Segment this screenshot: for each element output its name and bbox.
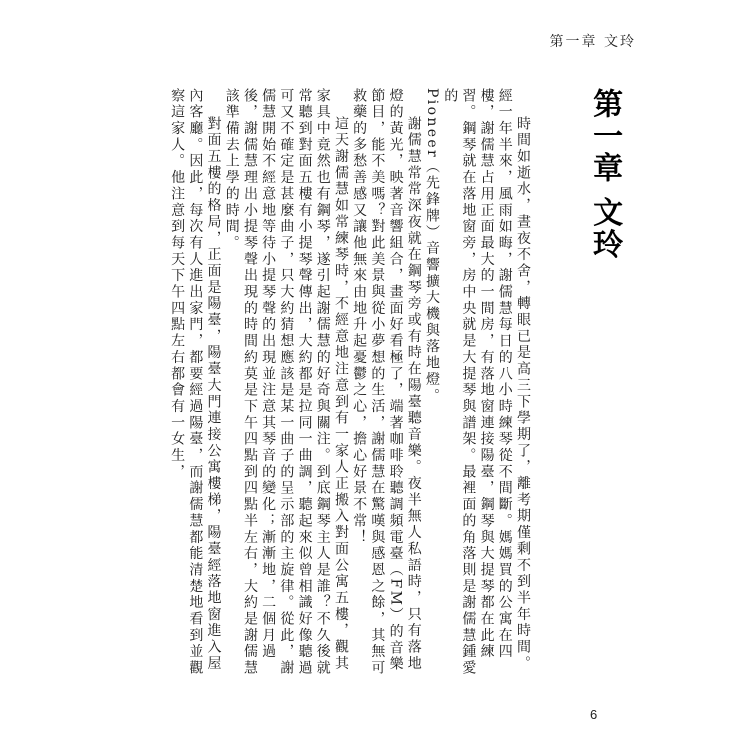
running-header: 第一章 文玲	[549, 34, 636, 50]
paragraph: 對面五樓的格局，正面是陽臺，陽臺大門連接公寓樓梯，陽臺經落地窗進入屋內客廳。因此，每次有人進出家門，都要經過陽臺，而謝儒慧都能清楚地看到並觀察這家人。他注意到每天下午四點左右都會有一女生，	[169, 88, 222, 677]
page-number: 6	[590, 707, 598, 722]
paragraph: 時間如逝水，晝夜不舍，轉眼已是高三下學期了，離考期僅剩不到半年時間。經一年半來，風雨如晦，謝儒慧每日的八小時練琴從不間斷。媽媽買的公寓在四樓，謝儒慧占用正面最大的一間房，有落地窗連接陽臺，鋼琴與大提琴都在此練習。鋼琴就在落地窗旁，房中央就是大提琴與譜架。最裡面的角落則是謝儒慧鍾愛的	[442, 88, 531, 677]
paragraph: Pioneer（先鋒牌）音響擴大機與落地燈。	[423, 88, 440, 405]
chapter-title: 第一章 文玲	[587, 88, 623, 261]
paragraph: 這天謝儒慧如常練琴時，不經意地注意到有一家人正搬入對面公寓五樓，觀其家具中竟然也有鋼琴，遂引起謝儒慧的好奇與關注。到底鋼琴主人是誰？不久後就常聽到對面五樓有小提琴聲傳出，大約都是拉同一曲調，聽起來似曾相識好像聽過可又不確定是甚麼曲子，只大約猜想應該是某一曲子的呈示部的主旋律。從此，謝儒慧開始不經意地等待小提琴聲的出現並注意其琴音的變化；漸漸地，二個月過後，謝儒慧理出小提琴聲出現的時間約莫是下午四點到四點半左右，大約是謝儒慧該準備去上學的時間。	[223, 88, 349, 677]
paragraph: 謝儒慧常常深夜就在鋼琴旁或有時在陽臺聽音樂。夜半無人私語時，只有落地燈的黃光，映著音響組合，畫面好看極了，端著咖啡聆聽調頻電臺（FM）的音樂節目，能不美嗎？對此美景與從小夢想的生活，謝儒慧在驚嘆與感恩之餘，其無可救藥的多愁善感又讓他無來由地升起憂鬱之心，擔心好景不常！	[351, 88, 422, 677]
chapter-body	[168, 88, 532, 688]
